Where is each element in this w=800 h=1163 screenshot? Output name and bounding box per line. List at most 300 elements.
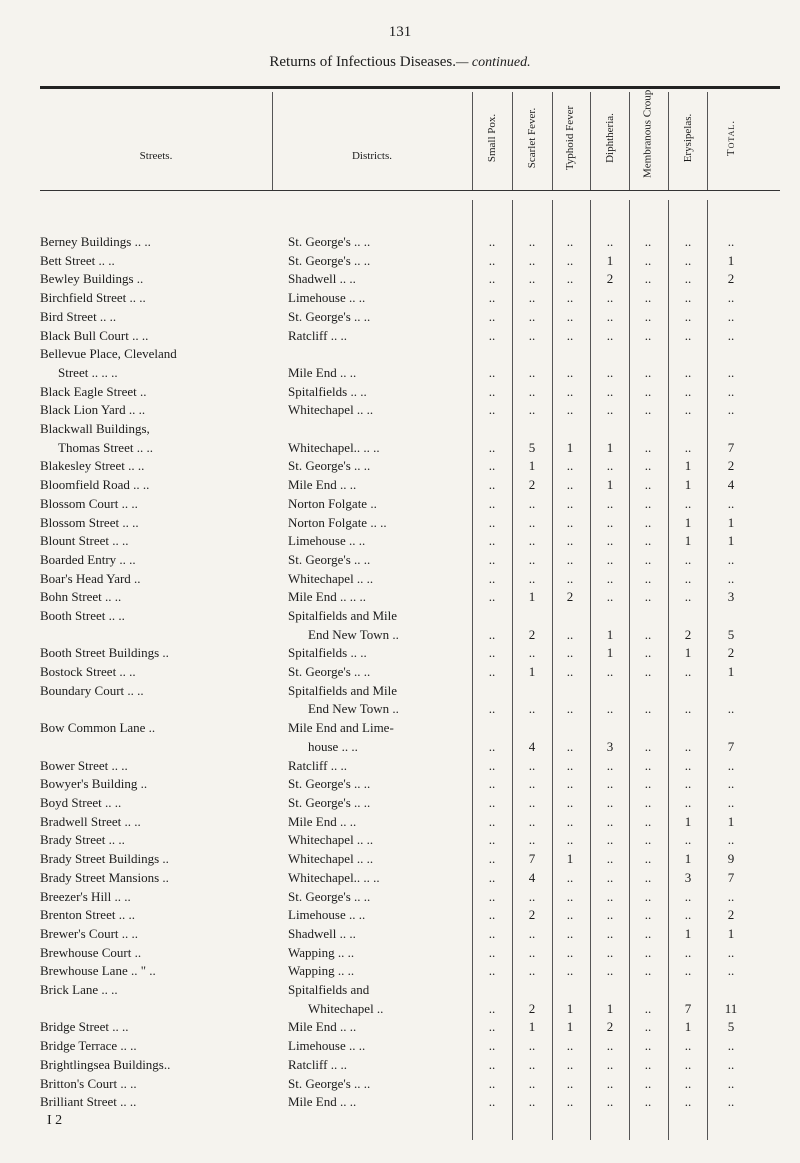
cell-typhoid-fever: 1: [566, 851, 574, 867]
cell-erysipelas: 7: [684, 1000, 692, 1016]
cell-scarlet-fever: ..: [528, 963, 536, 979]
cell-small-pox: ..: [488, 645, 496, 661]
cell-membranous-croup: ..: [644, 1075, 652, 1091]
street-name: Black Bull Court .. ..: [40, 327, 149, 343]
cell-erysipelas: 2: [684, 626, 692, 642]
cell-diphtheria: ..: [606, 308, 614, 324]
header-small-pox: Small Pox.: [486, 113, 498, 163]
cell-small-pox: ..: [488, 888, 496, 904]
cell-erysipelas: ..: [684, 1094, 692, 1110]
cell-scarlet-fever: ..: [528, 813, 536, 829]
cell-erysipelas: ..: [684, 795, 692, 810]
cell-total: 1: [727, 664, 735, 680]
district-name: St. George's .. ..: [288, 551, 371, 567]
street-name: Blossom Street .. ..: [40, 514, 139, 530]
cell-scarlet-fever: ..: [528, 364, 536, 380]
district-name: Ratcliff .. ..: [288, 327, 347, 343]
table-row: [0, 458, 800, 477]
cell-erysipelas: ..: [684, 234, 692, 249]
street-name: Blakesley Street .. ..: [40, 458, 145, 474]
table-row: [0, 814, 800, 833]
cell-membranous-croup: ..: [644, 1000, 652, 1016]
cell-scarlet-fever: 2: [528, 907, 536, 923]
street-name: Bow Common Lane ..: [40, 720, 156, 736]
district-name: St. George's .. ..: [288, 458, 371, 474]
cell-typhoid-fever: ..: [566, 383, 574, 399]
table-row: [0, 402, 800, 421]
cell-diphtheria: 2: [606, 271, 614, 287]
column-rule: [472, 92, 473, 190]
cell-typhoid-fever: ..: [566, 533, 574, 549]
cell-erysipelas: ..: [684, 832, 692, 848]
district-name: Mile End .. .. ..: [288, 589, 366, 605]
table-row: [0, 851, 800, 870]
cell-typhoid-fever: ..: [566, 1094, 574, 1110]
street-name: Brady Street Buildings ..: [40, 851, 169, 867]
column-rule: [629, 92, 630, 190]
cell-erysipelas: ..: [684, 888, 692, 904]
district-name: Mile End .. ..: [288, 1019, 357, 1035]
cell-small-pox: ..: [488, 1038, 496, 1054]
cell-diphtheria: ..: [606, 1075, 614, 1091]
street-name: Thomas Street .. ..: [58, 439, 153, 455]
cell-membranous-croup: ..: [644, 271, 652, 287]
table-row: [0, 1019, 800, 1038]
street-name: Brewhouse Court ..: [40, 944, 142, 960]
cell-diphtheria: ..: [606, 589, 614, 605]
cell-typhoid-fever: ..: [566, 907, 574, 923]
cell-membranous-croup: ..: [644, 589, 652, 605]
cell-scarlet-fever: 1: [528, 1019, 536, 1035]
district-name: Mile End and Lime-: [288, 720, 394, 736]
table-row: [0, 608, 800, 645]
cell-membranous-croup: ..: [644, 364, 652, 380]
cell-total: 5: [727, 1019, 735, 1035]
header-diphtheria: Diphtheria.: [604, 113, 616, 163]
cell-total: ..: [727, 327, 735, 343]
cell-erysipelas: ..: [684, 308, 692, 324]
header-total: Total.: [725, 119, 737, 157]
table-row: [0, 533, 800, 552]
cell-total: 7: [727, 869, 735, 885]
cell-small-pox: ..: [488, 1000, 496, 1016]
street-name: Blackwall Buildings,: [40, 421, 150, 436]
table-row: [0, 271, 800, 290]
cell-small-pox: ..: [488, 813, 496, 829]
cell-membranous-croup: ..: [644, 495, 652, 511]
cell-membranous-croup: ..: [644, 1038, 652, 1054]
district-name: Whitechapel .. ..: [288, 570, 374, 586]
cell-scarlet-fever: ..: [528, 888, 536, 904]
cell-scarlet-fever: 2: [528, 626, 536, 642]
table-row: [0, 1038, 800, 1057]
street-name: Boar's Head Yard ..: [40, 570, 141, 586]
cell-small-pox: ..: [488, 514, 496, 530]
cell-diphtheria: ..: [606, 888, 614, 904]
cell-total: 1: [727, 925, 735, 941]
cell-total: 1: [727, 252, 735, 268]
cell-erysipelas: 3: [684, 869, 692, 885]
table-row: [0, 515, 800, 534]
district-name: Ratcliff .. ..: [288, 1056, 347, 1072]
district-name: St. George's .. ..: [288, 234, 371, 249]
street-name: Boyd Street .. ..: [40, 795, 122, 810]
street-name: Brady Street Mansions ..: [40, 869, 169, 885]
table-row: [0, 758, 800, 777]
cell-diphtheria: ..: [606, 869, 614, 885]
column-rule: [590, 92, 591, 190]
cell-diphtheria: ..: [606, 1056, 614, 1072]
cell-membranous-croup: ..: [644, 234, 652, 249]
cell-total: ..: [727, 888, 735, 904]
cell-scarlet-fever: ..: [528, 570, 536, 586]
district-name: St. George's .. ..: [288, 252, 371, 268]
table-row: [0, 907, 800, 926]
district-name: Mile End .. ..: [288, 1094, 357, 1110]
cell-total: ..: [727, 832, 735, 848]
cell-erysipelas: ..: [684, 439, 692, 455]
cell-small-pox: ..: [488, 308, 496, 324]
table-row: [0, 1057, 800, 1076]
cell-diphtheria: 1: [606, 626, 614, 642]
cell-membranous-croup: ..: [644, 477, 652, 493]
district-name: Mile End .. ..: [288, 813, 357, 829]
cell-typhoid-fever: ..: [566, 514, 574, 530]
street-name: Bird Street .. ..: [40, 308, 117, 324]
cell-diphtheria: 1: [606, 1000, 614, 1016]
header-typhoid-fever: Typhoid Fever: [564, 105, 576, 171]
title-text: Returns of Infectious Diseases.: [269, 54, 456, 70]
street-name: Brenton Street .. ..: [40, 907, 135, 923]
column-rule: [552, 92, 553, 190]
cell-small-pox: ..: [488, 327, 496, 343]
cell-total: 1: [727, 514, 735, 530]
district-name: Limehouse .. ..: [288, 907, 366, 923]
street-name: Bradwell Street .. ..: [40, 813, 141, 829]
cell-scarlet-fever: ..: [528, 327, 536, 343]
cell-scarlet-fever: ..: [528, 234, 536, 249]
cell-scarlet-fever: 4: [528, 869, 536, 885]
cell-total: ..: [727, 364, 735, 380]
cell-scarlet-fever: ..: [528, 925, 536, 941]
street-name: Bridge Terrace .. ..: [40, 1038, 137, 1054]
column-rule: [707, 92, 708, 190]
cell-scarlet-fever: ..: [528, 383, 536, 399]
cell-small-pox: ..: [488, 757, 496, 773]
cell-small-pox: ..: [488, 832, 496, 848]
cell-erysipelas: ..: [684, 290, 692, 306]
table-row: [0, 720, 800, 757]
cell-erysipelas: ..: [684, 738, 692, 754]
cell-small-pox: ..: [488, 383, 496, 399]
cell-typhoid-fever: ..: [566, 290, 574, 306]
cell-erysipelas: ..: [684, 551, 692, 567]
cell-membranous-croup: ..: [644, 888, 652, 904]
table-head-rule: [40, 190, 780, 191]
cell-small-pox: ..: [488, 1056, 496, 1072]
district-name: Mile End .. ..: [288, 477, 357, 493]
district-name: Wapping .. ..: [288, 944, 355, 960]
header-scarlet-fever: Scarlet Fever.: [526, 107, 538, 169]
cell-scarlet-fever: ..: [528, 832, 536, 848]
cell-typhoid-fever: ..: [566, 252, 574, 268]
cell-typhoid-fever: ..: [566, 944, 574, 960]
district-name: St. George's .. ..: [288, 308, 371, 324]
cell-typhoid-fever: 2: [566, 589, 574, 605]
street-name: Brick Lane .. ..: [40, 982, 118, 997]
cell-total: ..: [727, 757, 735, 773]
cell-membranous-croup: ..: [644, 533, 652, 549]
cell-membranous-croup: ..: [644, 963, 652, 979]
cell-small-pox: ..: [488, 626, 496, 642]
cell-erysipelas: ..: [684, 944, 692, 960]
street-name: Bloomfield Road .. ..: [40, 477, 150, 493]
cell-erysipelas: ..: [684, 495, 692, 511]
cell-scarlet-fever: ..: [528, 402, 536, 418]
cell-small-pox: ..: [488, 495, 496, 511]
cell-small-pox: ..: [488, 477, 496, 493]
street-name: Bridge Street .. ..: [40, 1019, 129, 1035]
district-name: Whitechapel.. .. ..: [288, 869, 380, 885]
cell-diphtheria: 1: [606, 439, 614, 455]
cell-small-pox: ..: [488, 738, 496, 754]
cell-diphtheria: ..: [606, 795, 614, 810]
street-name: Black Eagle Street ..: [40, 383, 147, 399]
table-row: [0, 889, 800, 908]
district-name: End New Town ..: [308, 701, 399, 717]
table-row: [0, 290, 800, 309]
page-number: 131: [388, 24, 412, 40]
cell-erysipelas: 1: [684, 514, 692, 530]
cell-diphtheria: ..: [606, 832, 614, 848]
cell-membranous-croup: ..: [644, 645, 652, 661]
table-row: [0, 571, 800, 590]
street-name: Brilliant Street .. ..: [40, 1094, 137, 1110]
district-name: Ratcliff .. ..: [288, 757, 347, 773]
cell-total: ..: [727, 701, 735, 717]
cell-typhoid-fever: ..: [566, 776, 574, 792]
cell-small-pox: ..: [488, 925, 496, 941]
cell-small-pox: ..: [488, 795, 496, 810]
cell-typhoid-fever: ..: [566, 271, 574, 287]
district-name: house .. ..: [308, 738, 358, 754]
cell-membranous-croup: ..: [644, 907, 652, 923]
cell-erysipelas: ..: [684, 570, 692, 586]
cell-erysipelas: ..: [684, 383, 692, 399]
cell-small-pox: ..: [488, 701, 496, 717]
cell-total: 3: [727, 589, 735, 605]
table-row: [0, 589, 800, 608]
cell-diphtheria: ..: [606, 364, 614, 380]
cell-erysipelas: ..: [684, 327, 692, 343]
cell-total: ..: [727, 495, 735, 511]
cell-total: 5: [727, 626, 735, 642]
cell-scarlet-fever: ..: [528, 1056, 536, 1072]
cell-total: ..: [727, 551, 735, 567]
cell-diphtheria: ..: [606, 1038, 614, 1054]
district-name: Shadwell .. ..: [288, 925, 356, 941]
cell-membranous-croup: ..: [644, 626, 652, 642]
cell-diphtheria: 1: [606, 252, 614, 268]
cell-diphtheria: ..: [606, 963, 614, 979]
cell-diphtheria: ..: [606, 907, 614, 923]
district-name: Whitechapel .. ..: [288, 832, 374, 848]
cell-scarlet-fever: 2: [528, 477, 536, 493]
cell-total: 11: [724, 1000, 738, 1016]
cell-small-pox: ..: [488, 776, 496, 792]
table-row: [0, 1076, 800, 1095]
header-streets: Streets.: [139, 150, 173, 162]
cell-small-pox: ..: [488, 402, 496, 418]
cell-total: 9: [727, 851, 735, 867]
cell-diphtheria: ..: [606, 514, 614, 530]
cell-membranous-croup: ..: [644, 1019, 652, 1035]
table-row: [0, 683, 800, 720]
cell-membranous-croup: ..: [644, 551, 652, 567]
cell-membranous-croup: ..: [644, 701, 652, 717]
cell-total: 7: [727, 439, 735, 455]
table-row: [0, 384, 800, 403]
cell-diphtheria: ..: [606, 757, 614, 773]
cell-diphtheria: ..: [606, 234, 614, 249]
district-name: Whitechapel.. .. ..: [288, 439, 380, 455]
cell-total: 2: [727, 907, 735, 923]
header-membranous-croup: Membranous Croup.: [641, 86, 654, 179]
page-title: [0, 54, 800, 71]
cell-diphtheria: ..: [606, 925, 614, 941]
cell-scarlet-fever: ..: [528, 290, 536, 306]
street-name: Blount Street .. ..: [40, 533, 129, 549]
table-row: [0, 664, 800, 683]
district-name: End New Town ..: [308, 626, 399, 642]
district-name: Limehouse .. ..: [288, 533, 366, 549]
header-erysipelas: Erysipelas.: [682, 113, 694, 163]
table-row: [0, 253, 800, 272]
cell-total: ..: [727, 570, 735, 586]
cell-membranous-croup: ..: [644, 1056, 652, 1072]
cell-erysipelas: 1: [684, 1019, 692, 1035]
cell-scarlet-fever: ..: [528, 757, 536, 773]
cell-diphtheria: ..: [606, 570, 614, 586]
cell-scarlet-fever: 1: [528, 458, 536, 474]
cell-typhoid-fever: ..: [566, 477, 574, 493]
cell-small-pox: ..: [488, 851, 496, 867]
cell-diphtheria: ..: [606, 701, 614, 717]
cell-typhoid-fever: ..: [566, 888, 574, 904]
cell-scarlet-fever: ..: [528, 1038, 536, 1054]
cell-erysipelas: ..: [684, 1038, 692, 1054]
cell-diphtheria: ..: [606, 776, 614, 792]
cell-total: 7: [727, 738, 735, 754]
street-name: Blossom Court .. ..: [40, 495, 138, 511]
table-row: [0, 328, 800, 347]
cell-small-pox: ..: [488, 869, 496, 885]
street-name: Black Lion Yard .. ..: [40, 402, 146, 418]
cell-small-pox: ..: [488, 1019, 496, 1035]
cell-typhoid-fever: ..: [566, 645, 574, 661]
cell-membranous-croup: ..: [644, 290, 652, 306]
street-name: Brewhouse Lane .. " ..: [40, 963, 156, 979]
cell-scarlet-fever: ..: [528, 514, 536, 530]
cell-total: ..: [727, 1038, 735, 1054]
table-row: [0, 645, 800, 664]
cell-erysipelas: ..: [684, 776, 692, 792]
cell-typhoid-fever: ..: [566, 458, 574, 474]
cell-membranous-croup: ..: [644, 402, 652, 418]
street-name: Booth Street .. ..: [40, 608, 125, 623]
cell-typhoid-fever: ..: [566, 738, 574, 754]
cell-erysipelas: ..: [684, 589, 692, 605]
cell-scarlet-fever: 2: [528, 1000, 536, 1016]
cell-scarlet-fever: ..: [528, 645, 536, 661]
cell-small-pox: ..: [488, 1094, 496, 1110]
cell-total: ..: [727, 383, 735, 399]
cell-scarlet-fever: 1: [528, 664, 536, 680]
district-name: Mile End .. ..: [288, 364, 357, 380]
district-name: Shadwell .. ..: [288, 271, 356, 287]
cell-small-pox: ..: [488, 234, 496, 249]
cell-diphtheria: ..: [606, 402, 614, 418]
cell-scarlet-fever: ..: [528, 495, 536, 511]
cell-scarlet-fever: ..: [528, 308, 536, 324]
district-name: Spitalfields .. ..: [288, 645, 367, 661]
street-name: Britton's Court .. ..: [40, 1075, 137, 1091]
cell-total: 2: [727, 645, 735, 661]
table-row: [0, 776, 800, 795]
cell-erysipelas: 1: [684, 851, 692, 867]
cell-small-pox: ..: [488, 664, 496, 680]
cell-membranous-croup: ..: [644, 570, 652, 586]
cell-typhoid-fever: 1: [566, 439, 574, 455]
cell-typhoid-fever: ..: [566, 757, 574, 773]
street-name: Bellevue Place, Cleveland: [40, 346, 177, 362]
cell-typhoid-fever: ..: [566, 664, 574, 680]
street-name: Bower Street .. ..: [40, 757, 128, 773]
cell-scarlet-fever: ..: [528, 1075, 536, 1091]
cell-total: ..: [727, 1056, 735, 1072]
cell-small-pox: ..: [488, 439, 496, 455]
cell-total: ..: [727, 963, 735, 979]
cell-typhoid-fever: ..: [566, 402, 574, 418]
cell-total: ..: [727, 1075, 735, 1091]
district-name: Spitalfields and Mile: [288, 608, 398, 623]
cell-erysipelas: ..: [684, 963, 692, 979]
cell-small-pox: ..: [488, 944, 496, 960]
cell-typhoid-fever: ..: [566, 626, 574, 642]
table-row: [0, 309, 800, 328]
table-top-rule: [40, 86, 780, 89]
cell-typhoid-fever: 1: [566, 1019, 574, 1035]
cell-erysipelas: ..: [684, 364, 692, 380]
cell-typhoid-fever: ..: [566, 364, 574, 380]
cell-erysipelas: 1: [684, 533, 692, 549]
table-row: [0, 963, 800, 982]
cell-diphtheria: ..: [606, 458, 614, 474]
cell-typhoid-fever: ..: [566, 795, 574, 810]
cell-small-pox: ..: [488, 907, 496, 923]
cell-diphtheria: ..: [606, 290, 614, 306]
table-row: [0, 945, 800, 964]
cell-small-pox: ..: [488, 458, 496, 474]
cell-total: 4: [727, 477, 735, 493]
cell-erysipelas: 1: [684, 813, 692, 829]
table-row: [0, 346, 800, 383]
cell-scarlet-fever: 1: [528, 589, 536, 605]
table-row: [0, 552, 800, 571]
street-name: Booth Street Buildings ..: [40, 645, 169, 661]
cell-erysipelas: ..: [684, 664, 692, 680]
district-name: Limehouse .. ..: [288, 1038, 366, 1054]
